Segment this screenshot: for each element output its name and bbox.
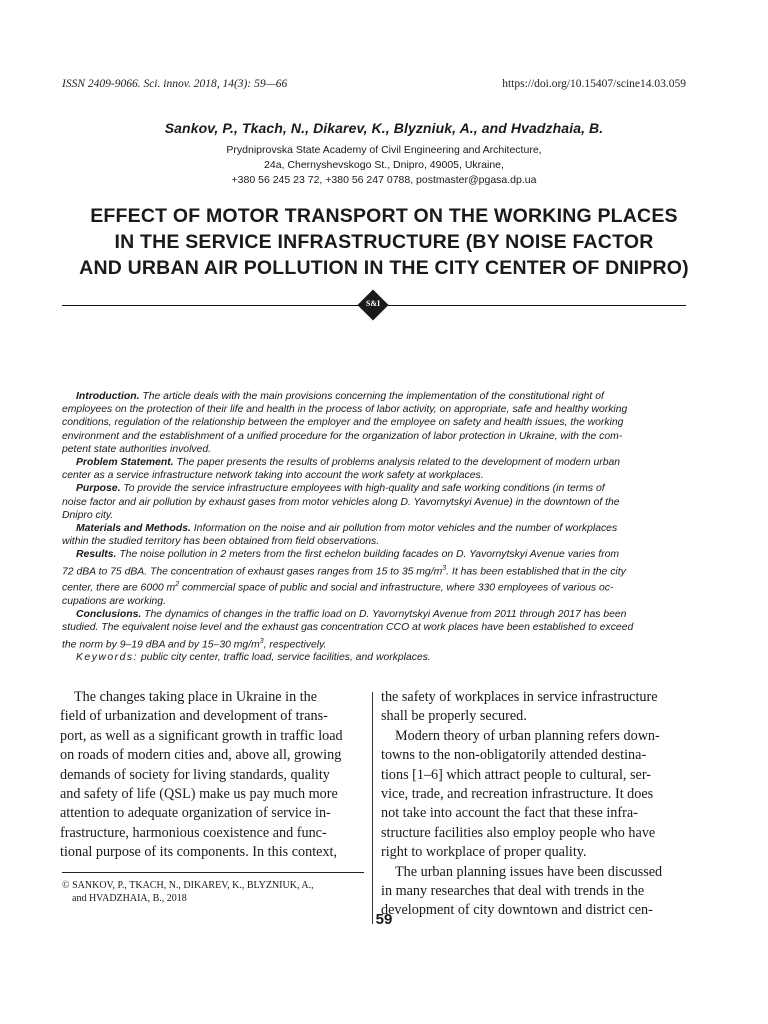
abstract-line bbox=[62, 578, 688, 595]
body-text-line: field of urbanization and development of trans- bbox=[60, 708, 328, 725]
superscript: 2 bbox=[175, 581, 180, 589]
affiliation-line: 24a, Chernyshevskogo St., Dnipro, 49005, Ukraine, bbox=[264, 159, 504, 171]
body-text-line: the safety of workplaces in service infrastructure bbox=[381, 689, 658, 705]
body-text-line: not take into account the fact that these infra- bbox=[381, 805, 638, 822]
abstract-label: Introduction. bbox=[76, 391, 140, 402]
title-line: AND URBAN AIR POLLUTION IN THE CITY CENTER OF DNIPRO) bbox=[79, 257, 689, 279]
abstract-label: Results. bbox=[76, 549, 117, 561]
superscript: 3 bbox=[442, 564, 447, 572]
abstract-line: Dnipro city. bbox=[62, 509, 114, 521]
doi-link[interactable]: https://doi.org/10.15407/scine14.03.059 bbox=[502, 78, 686, 90]
abstract-line: conditions, regulation of the relationship between the employer and the employee on safety and health issues, the working bbox=[62, 417, 624, 429]
body-text-line: The changes taking place in Ukraine in the bbox=[74, 689, 318, 705]
journal-logo-text: S&I bbox=[365, 299, 381, 308]
body-text-line: Modern theory of urban planning refers down- bbox=[395, 727, 660, 744]
abstract-line bbox=[62, 562, 688, 579]
abstract-line bbox=[62, 635, 688, 652]
body-text-line: in many researches that deal with trends in the bbox=[381, 883, 645, 900]
abstract-text: the norm by 9–19 dBA and by 15–30 mg/m bbox=[62, 639, 260, 651]
copyright-line: and HVADZHAIA, B., 2018 bbox=[72, 893, 187, 904]
copyright-notice bbox=[62, 879, 314, 905]
abstract-line: petent state authorities involved. bbox=[62, 443, 212, 455]
affiliation bbox=[0, 143, 768, 188]
title-line: IN THE SERVICE INFRASTRUCTURE (BY NOISE FACTOR bbox=[114, 231, 654, 253]
abstract bbox=[62, 390, 688, 664]
journal-citation: ISSN 2409-9066. Sci. innov. 2018, 14(3): 59—66 bbox=[62, 78, 288, 90]
keywords-text: public city center, traffic load, service facilities, and workplaces. bbox=[140, 652, 431, 664]
body-text-line: vice, trade, and recreation infrastructure. It does bbox=[381, 786, 654, 803]
abstract-line: studied. The equivalent noise level and the exhaust gas concentration CCO at work places have been established to exceed bbox=[62, 622, 634, 634]
abstract-paragraph bbox=[62, 548, 688, 561]
authors: Sankov, P., Tkach, N., Dikarev, K., Blyzniuk, A., and Hvadzhaia, B. bbox=[164, 120, 604, 136]
abstract-line: cupations are working. bbox=[62, 595, 166, 607]
abstract-label: Materials and Methods. bbox=[76, 523, 191, 535]
abstract-text: commercial space of public and social and infrastructure, where 330 employees of various oc- bbox=[179, 582, 614, 594]
copyright-line: © SANKOV, P., TKACH, N., DIKAREV, K., BLYZNIUK, A., bbox=[62, 880, 314, 891]
abstract-text: To provide the service infrastructure employees with high-quality and safe working conditions (in terms of bbox=[123, 483, 605, 495]
column-divider bbox=[372, 692, 373, 924]
affiliation-line: Prydniprovska State Academy of Civil Engineering and Architecture, bbox=[226, 144, 542, 156]
keywords-label: Keywords: bbox=[76, 652, 139, 664]
superscript: 3 bbox=[259, 637, 264, 645]
body-text-line: frastructure, harmonious coexistence and func- bbox=[60, 824, 327, 841]
body-text-line: demands of society for living standards, quality bbox=[60, 766, 330, 783]
body-text-line: tional purpose of its components. In this context, bbox=[60, 844, 338, 861]
page-number: 59 bbox=[375, 911, 393, 928]
abstract-line: environment and the establishment of a unified procedure for the organization of labor protection in Ukraine, with the com- bbox=[62, 430, 623, 442]
abstract-text: The dynamics of changes in the traffic load on D. Yavornytskyi Avenue from 2011 through 2017 has been bbox=[144, 609, 627, 621]
title-line: EFFECT OF MOTOR TRANSPORT ON THE WORKING PLACES bbox=[90, 205, 678, 227]
abstract-line: employees on the protection of their life and health in the process of labor activity, on appropriate, safe and healthy working bbox=[62, 404, 628, 416]
abstract-line: center as a service infrastructure network taking into account the work safety at workplaces. bbox=[62, 470, 484, 482]
abstract-text: center, there are 6000 m bbox=[62, 582, 176, 594]
abstract-label: Problem Statement. bbox=[76, 457, 174, 469]
abstract-label: Purpose. bbox=[76, 483, 121, 495]
body-text-line: structure facilities also employ people who have bbox=[381, 824, 656, 841]
footnote-rule bbox=[62, 872, 364, 873]
body-text-line: on roads of modern cities and, above all, growing bbox=[60, 747, 342, 764]
abstract-text: , respectively. bbox=[263, 639, 327, 651]
abstract-line: noise factor and air pollution by exhaust gases from motor vehicles along D. Yavornytskyi Avenue) in the downtown of the bbox=[62, 496, 620, 508]
body-column-left bbox=[60, 688, 366, 863]
abstract-text: 72 dBA to 75 dBA. The concentration of exhaust gases ranges from 15 to 35 mg/m bbox=[62, 566, 443, 578]
body-text-line: right to workplace of proper quality. bbox=[381, 844, 587, 861]
abstract-label: Conclusions. bbox=[76, 609, 142, 621]
abstract-text: . It has been established that in the city bbox=[446, 566, 626, 578]
affiliation-line: +380 56 245 23 72, +380 56 247 0788, postmaster@pgasa.dp.ua bbox=[231, 174, 537, 186]
body-column-right bbox=[381, 688, 687, 921]
abstract-paragraph bbox=[62, 390, 688, 403]
abstract-line: within the studied territory has been obtained from field observations. bbox=[62, 536, 380, 548]
body-text-line: attention to adequate organization of service in- bbox=[60, 805, 331, 822]
body-text-line: The urban planning issues have been discussed bbox=[395, 863, 663, 880]
body-text-line: development of city downtown and district cen- bbox=[381, 902, 653, 919]
body-text-line: tions [1–6] which attract people to cultural, ser- bbox=[381, 766, 651, 783]
abstract-paragraph bbox=[62, 482, 688, 495]
abstract-text: The noise pollution in 2 meters from the first echelon building facades on D. Yavornytskyi Avenue varies from bbox=[119, 549, 620, 561]
abstract-text: Information on the noise and air pollution from motor vehicles and the number of workplaces bbox=[193, 523, 618, 535]
abstract-paragraph bbox=[62, 456, 688, 469]
body-text-line: port, as well as a significant growth in traffic load bbox=[60, 727, 343, 744]
body-text-line: shall be properly secured. bbox=[381, 708, 527, 725]
body-text-line: and safety of life (QSL) make us pay much more bbox=[60, 786, 338, 803]
keywords bbox=[62, 651, 688, 664]
abstract-text: The article deals with the main provisions concerning the implementation of the constitutional right of bbox=[142, 391, 604, 402]
abstract-paragraph bbox=[62, 608, 688, 621]
body-text-line: towns to the non-obligatorily attended destina- bbox=[381, 747, 647, 764]
paper-title bbox=[0, 203, 768, 281]
abstract-text: The paper presents the results of problems analysis related to the development of modern urban bbox=[176, 457, 621, 469]
abstract-paragraph bbox=[62, 522, 688, 535]
